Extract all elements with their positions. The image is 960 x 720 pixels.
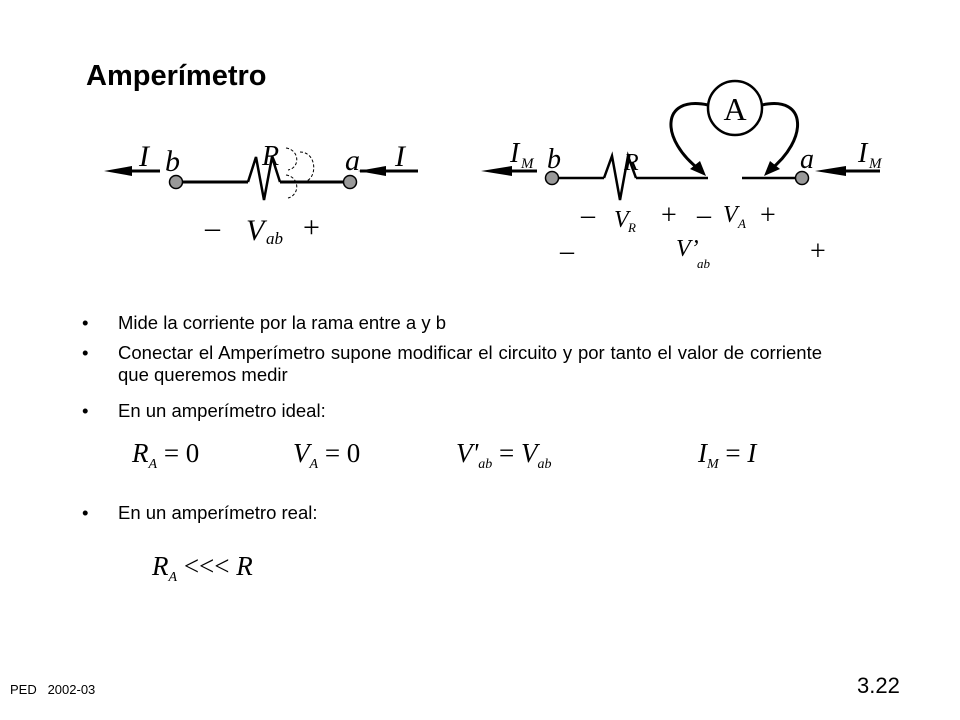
equation-vab-equal: $V'_{ab} = V_{ab}$ [456, 438, 552, 472]
right-va-sub: A [738, 216, 746, 231]
left-minus: – [205, 211, 220, 244]
right-minus-a: – [697, 200, 711, 231]
bullet-item-4 [82, 502, 822, 524]
ammeter-lead-left [671, 104, 708, 170]
ammeter-label: A [723, 91, 747, 127]
left-current-arrow-head [104, 166, 132, 176]
right-node-a-label: a [800, 144, 814, 175]
right-minus-r: – [581, 200, 595, 231]
right-vab-sub: ab [697, 256, 710, 271]
left-circuit [104, 140, 418, 248]
right-vr-V: V [614, 207, 629, 233]
right-plus-a: + [760, 200, 776, 231]
left-node-b-label: b [165, 145, 180, 178]
bullet-dot: • [82, 502, 89, 523]
slide-title: Amperímetro [86, 60, 267, 92]
right-vab-V: V’ [676, 236, 699, 262]
equation-im-equal: $I_M = I$ [698, 438, 757, 472]
equation-va-zero: $V_A = 0$ [293, 438, 361, 472]
left-resistor-label: R [262, 141, 280, 172]
right-vr-sub: R [628, 220, 636, 235]
right-current-sub-left: M [521, 156, 534, 172]
bullet-text-4: En un amperímetro real: [118, 502, 318, 523]
circuit-diagrams [0, 0, 960, 300]
left-current-label-1: I [139, 140, 149, 173]
bullet-dot: • [82, 312, 89, 333]
bullet-dot: • [82, 400, 89, 421]
right-node-b-label: b [547, 144, 561, 175]
right-current-I-right: I [858, 138, 868, 169]
left-node-a-label: a [345, 144, 360, 177]
bullet-item-1 [82, 312, 822, 334]
bullet-item-3 [82, 400, 822, 422]
right-minus-ab: – [560, 236, 574, 267]
right-va-V: V [723, 202, 738, 228]
bullet-text-2: Conectar el Amperímetro supone modificar el circuito y por tanto el valor de corriente que queremos medir [118, 342, 822, 385]
left-node-a [344, 176, 357, 189]
footer-course: PED 2002-03 [10, 682, 96, 697]
equation-ra-zero: $R_A = 0$ [132, 438, 200, 472]
bullet-text-3: En un amperímetro ideal: [118, 400, 326, 421]
right-current-arrow-head [481, 166, 512, 176]
equation-real-ammeter: $R_A$ <<< R [152, 551, 253, 585]
bullet-dot: • [82, 342, 89, 363]
left-dashed-mark [286, 148, 314, 198]
ammeter-lead-right [762, 104, 798, 170]
bullet-item-2 [82, 342, 822, 386]
right-current-sub-right: M [869, 156, 882, 172]
left-plus: + [303, 211, 320, 244]
page-number: 3.22 [857, 673, 900, 698]
bullet-text-1: Mide la corriente por la rama entre a y b [118, 312, 447, 333]
right-current-I-left: I [510, 138, 520, 169]
left-voltage-sub: ab [266, 229, 283, 248]
left-voltage-V: V [246, 214, 265, 247]
left-current-label-2: I [395, 140, 405, 173]
right-plus-r: + [661, 200, 677, 231]
right-resistor-label: R [624, 150, 639, 176]
left-current-arrow2-head [358, 166, 386, 176]
right-plus-ab: + [810, 236, 826, 267]
right-circuit [481, 81, 883, 271]
right-current-arrow2-head [815, 166, 846, 176]
